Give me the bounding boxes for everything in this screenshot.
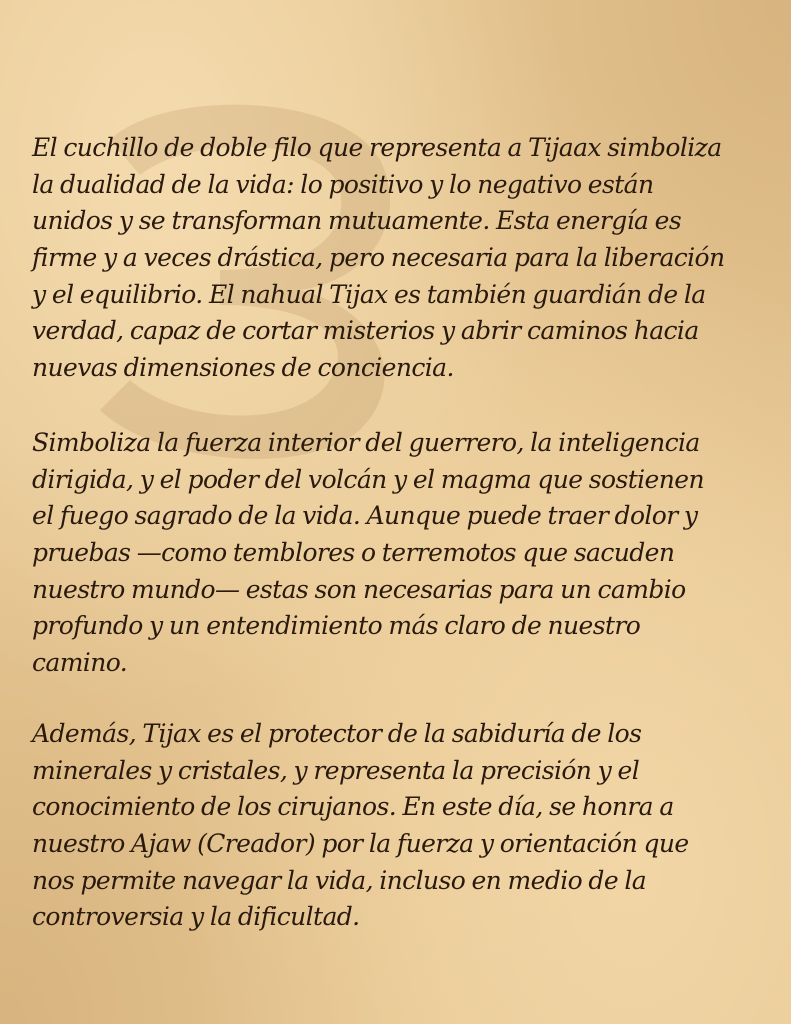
text-line: profundo y un entendimiento más claro de nuestro: [32, 611, 641, 641]
text-line: la dualidad de la vida: lo positivo y lo negativo están: [32, 169, 654, 199]
text-line: pruebas —como temblores o terremotos que sacuden: [32, 538, 675, 568]
text-line: minerales y cristales, y representa la precisión y el: [32, 755, 640, 785]
paragraph-1: [32, 130, 784, 387]
text-line: conocimiento de los cirujanos. En este día, se honra a: [32, 792, 674, 822]
text-line: verdad, capaz de cortar misterios y abrir caminos hacia: [32, 316, 699, 346]
text-line: camino.: [32, 648, 128, 678]
text-line: controversia y la dificultad.: [32, 902, 360, 932]
text-line: nuestro Ajaw (Creador) por la fuerza y orientación que: [32, 829, 689, 859]
text-line: Simboliza la fuerza interior del guerrero, la inteligencia: [32, 428, 700, 457]
paragraph-2: [32, 425, 784, 682]
text-line: nos permite navegar la vida, incluso en medio de la: [32, 865, 647, 895]
text-line: nuestro mundo— estas son necesarias para un cambio: [32, 574, 686, 604]
text-line: nuevas dimensiones de conciencia.: [32, 353, 454, 383]
text-line: unidos y se transforman mutuamente. Esta energía es: [32, 206, 682, 236]
paragraph-3: [32, 716, 784, 936]
text-line: y el equilibrio. El nahual Tijax es también guardián de la: [32, 279, 706, 309]
text-line: firme y a veces drástica, pero necesaria para la liberación: [32, 243, 725, 273]
text-line: El cuchillo de doble filo que representa a Tijaax simboliza: [32, 133, 722, 162]
text-line: Además, Tijax es el protector de la sabiduría de los: [32, 719, 642, 748]
text-line: dirigida, y el poder del volcán y el magma que sostienen: [32, 464, 704, 494]
text-line: el fuego sagrado de la vida. Aunque puede traer dolor y: [32, 501, 698, 531]
